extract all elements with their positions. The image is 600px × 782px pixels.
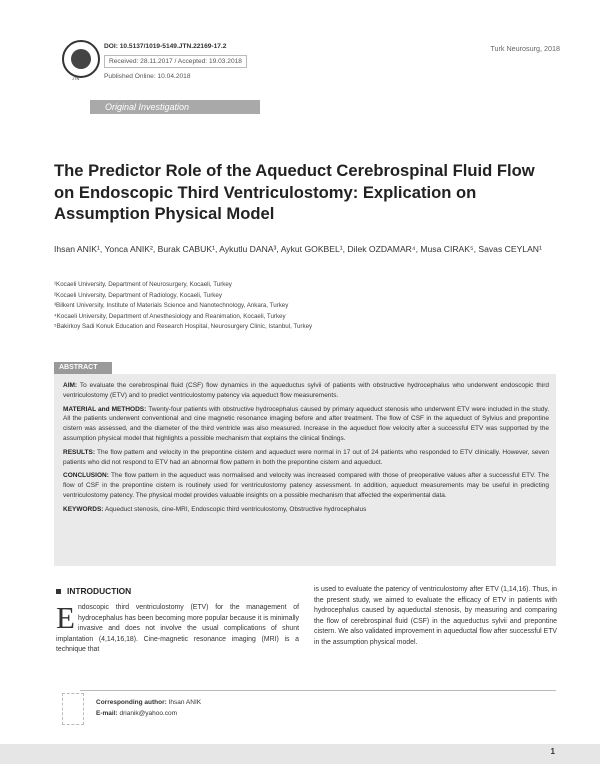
abstract-label: ABSTRACT: [54, 362, 112, 374]
received-accepted-dates: Received: 28.11.2017 / Accepted: 19.03.2018: [104, 55, 247, 68]
brain-icon: [71, 49, 91, 69]
doi[interactable]: DOI: 10.5137/1019-5149.JTN.22169-17.2: [104, 43, 227, 50]
introduction-column-1: Endoscopic third ventriculostomy (ETV) for the management of hydrocephalus has been becoming more popular because it is minimally invasive and does not involve the usual complications of shunt implantation (4,14,16,18). Cine-magnetic resonance imaging (MRI) is a technique that: [56, 600, 299, 653]
journal-logo: [62, 40, 100, 81]
page-number: 1: [550, 747, 555, 756]
abstract-methods: MATERIAL and METHODS: Twenty-four patients with obstructive hydrocephalus caused by primary aqueduct stenosis who underwent ETV were included in the study. All the patients underwent conventional and cine magnetic resonance imaging before and after treatment. The flow of CSF in the aqueduct of Sylvius and prepontine cistern was assessed, and the diameter of the third ventricle was also measured. Increase in the aqueduct flow velocity after a successful ETV was supported by the assumption physical model that highlights a possible mechanism that explains the clinical findings.: [63, 405, 550, 442]
affiliation-2: ²Kocaeli University, Department of Radiology, Kocaeli, Turkey: [54, 291, 222, 299]
journal-citation: Turk Neurosurg, 2018: [490, 44, 560, 53]
affiliations: [54, 280, 554, 333]
affiliation-3: ³Bilkent University, Institute of Materials Science and Nanotechnology, Ankara, Turkey: [54, 302, 289, 310]
author-list: Ihsan ANIK¹, Yonca ANIK², Burak CABUK¹, Aykutlu DANA³, Aykut GOKBEL¹, Dilek OZDAMAR⁴, Musa CIRAK⁵, Savas CEYLAN¹: [54, 244, 542, 254]
abstract-text: [63, 381, 549, 519]
logo-text: JTN: [72, 76, 80, 81]
abstract-results: RESULTS: The flow pattern and velocity in the prepontine cistern and aqueduct were normal in 17 out of 24 patients who responded to ETV clinically. However, seven patients who did not respond to ETV had an abnormal flow pattern in both the prepontine cistern and aqueduct.: [63, 448, 549, 466]
square-bullet-icon: [56, 589, 61, 594]
published-date: Published Online: 10.04.2018: [104, 73, 191, 80]
footer-bar: [0, 744, 600, 764]
footnote-divider: [80, 690, 556, 691]
affiliation-5: ⁵Bakirkoy Sadi Konuk Education and Research Hospital, Neurosurgery Clinic, Istanbul, Turkey: [54, 323, 313, 331]
affiliation-1: ¹Kocaeli University, Department of Neurosurgery, Kocaeli, Turkey: [54, 281, 232, 288]
introduction-heading: INTRODUCTION: [56, 586, 131, 596]
article-type-banner: Original Investigation: [90, 100, 260, 114]
abstract-aim: AIM: To evaluate the cerebrospinal fluid (CSF) flow dynamics in the aqueductus sylvii of patients with obstructive hydrocephalus who underwent endoscopic third ventriculostomy (ETV) and to predict ventriculostomy patency via aqueduct flow measurements.: [63, 382, 549, 399]
article-title: The Predictor Role of the Aqueduct Cerebrospinal Fluid Flow on Endoscopic Third Ventriculostomy: Explication on Assumption Physical Model: [54, 161, 535, 223]
corresponding-author: Corresponding author: Ihsan ANIK: [96, 699, 202, 706]
corresponding-email[interactable]: E-mail: drianik@yahoo.com: [96, 710, 178, 717]
introduction-column-2: is used to evaluate the patency of ventriculostomy after ETV (1,14,16). Thus, in the present study, we aimed to evaluate the efficacy of ETV in patients with hydrocephalus caused by aqueductal stenosis, by measuring and comparing the flow of cerebrospinal fluid (CSF) in the aqueductus sylvii and prepontine cistern. We also validated improvement in aqueductal flow after successful ETV in the assumption physical model.: [314, 586, 557, 646]
abstract-conclusion: CONCLUSION: The flow pattern in the aqueduct was normalised and velocity was increased compared with those of preoperative values after a successful ETV. The flow of CSF in the prepontine cistern is routinely used for ventriculostomy patency assessment. In addition, aqueduct measurements may be useful in predicting ventriculostomy patency. The physical model provides valuable insights on a possible mechanism that affected the experimental data.: [63, 472, 549, 499]
abstract-keywords: KEYWORDS: Aqueduct stenosis, cine-MRI, Endoscopic third ventriculostomy, Obstructive hydrocephalus: [63, 505, 367, 513]
correspondence: [96, 697, 201, 719]
affiliation-4: ⁴Kocaeli University, Department of Anesthesiology and Reanimation, Kocaeli, Turkey: [54, 312, 286, 320]
stamp-icon: [62, 693, 84, 725]
drop-cap: E: [56, 600, 75, 635]
